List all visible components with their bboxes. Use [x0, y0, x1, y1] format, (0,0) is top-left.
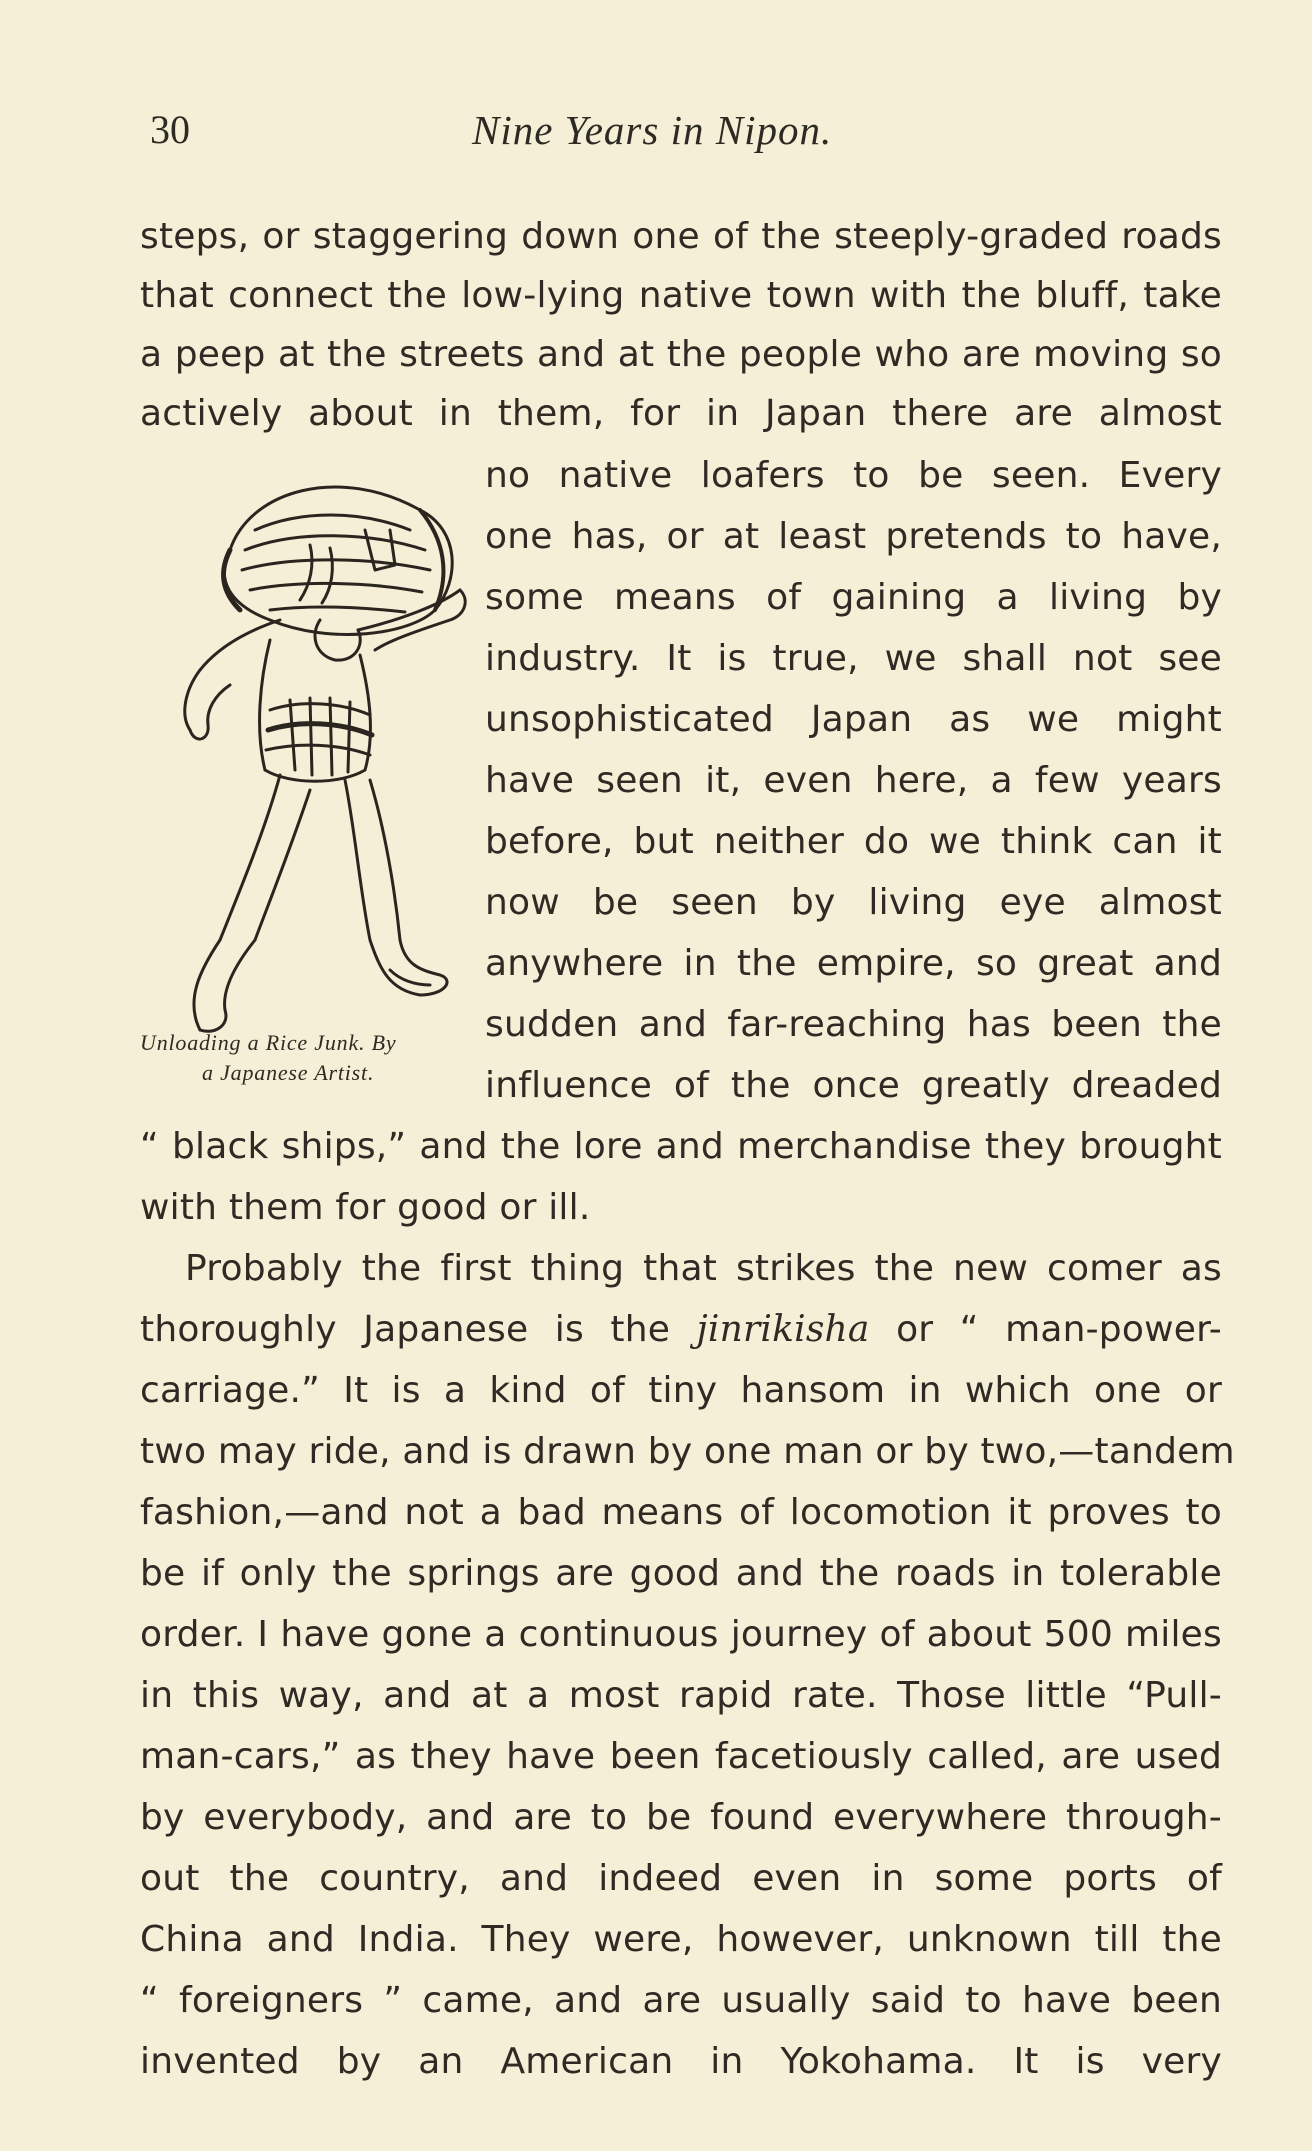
italic-term: jinrikisha — [696, 1309, 870, 1350]
text-line: anywhere in the empire, so great and — [485, 943, 1222, 984]
text-line: unsophisticated Japan as we might — [485, 699, 1222, 740]
text-line: out the country, and indeed even in some ports of — [140, 1858, 1222, 1899]
text-line: steps, or staggering down one of the steeply-graded roads — [140, 216, 1222, 257]
text-line-jinrikisha — [140, 1300, 1222, 1360]
text-line: in this way, and at a most rapid rate. Those little “Pull- — [140, 1675, 1222, 1716]
page-header — [0, 100, 1312, 160]
text-line: Probably the first thing that strikes the new comer as — [185, 1248, 1222, 1289]
text-line: order. I have gone a continuous journey of about 500 miles — [140, 1614, 1222, 1655]
text-run: or “ man-power- — [896, 1309, 1222, 1350]
running-title: Nine Years in Nipon. — [472, 107, 833, 153]
text-line: some means of gaining a living by — [485, 577, 1222, 618]
text-line: carriage.” It is a kind of tiny hansom in which one or — [140, 1370, 1222, 1411]
text-line: now be seen by living eye almost — [485, 882, 1222, 923]
text-line: have seen it, even here, a few years — [485, 760, 1222, 801]
text-line: China and India. They were, however, unknown till the — [140, 1919, 1222, 1960]
text-line: a peep at the streets and at the people who are moving so — [140, 334, 1222, 375]
text-line: man-cars,” as they have been facetiously called, are used — [140, 1736, 1222, 1777]
text-line: two may ride, and is drawn by one man or by two,—tandem — [140, 1431, 1235, 1472]
text-line: actively about in them, for in Japan there are almost — [140, 393, 1222, 434]
text-line: “ black ships,” and the lore and merchandise they brought — [140, 1126, 1222, 1167]
text-line: fashion,—and not a bad means of locomotion it proves to — [140, 1492, 1222, 1533]
page-number: 30 — [150, 107, 190, 152]
caption-line: a Japanese Artist. — [202, 1060, 375, 1085]
caption-line: Unloading a Rice Junk. By — [140, 1030, 397, 1055]
text-line: “ foreigners ” came, and are usually said to have been — [140, 1980, 1222, 2021]
figure-caption — [140, 1028, 496, 1088]
text-line: before, but neither do we think can it — [485, 821, 1222, 862]
text-line: be if only the springs are good and the roads in tolerable — [140, 1553, 1222, 1594]
text-line: invented by an American in Yokohama. It is very — [140, 2041, 1222, 2082]
text-line: sudden and far-reaching has been the — [485, 1004, 1222, 1045]
text-run: thoroughly Japanese is the — [140, 1309, 671, 1350]
text-line: no native loafers to be seen. Every — [485, 455, 1222, 496]
text-line: with them for good or ill. — [140, 1187, 591, 1228]
rice-junk-illustration — [160, 470, 490, 1040]
text-line: industry. It is true, we shall not see — [485, 638, 1222, 679]
text-line: one has, or at least pretends to have, — [485, 516, 1222, 557]
text-line: by everybody, and are to be found everywhere through- — [140, 1797, 1222, 1838]
text-line: influence of the once greatly dreaded — [485, 1065, 1222, 1106]
text-line: that connect the low-lying native town with the bluff, take — [140, 275, 1222, 316]
